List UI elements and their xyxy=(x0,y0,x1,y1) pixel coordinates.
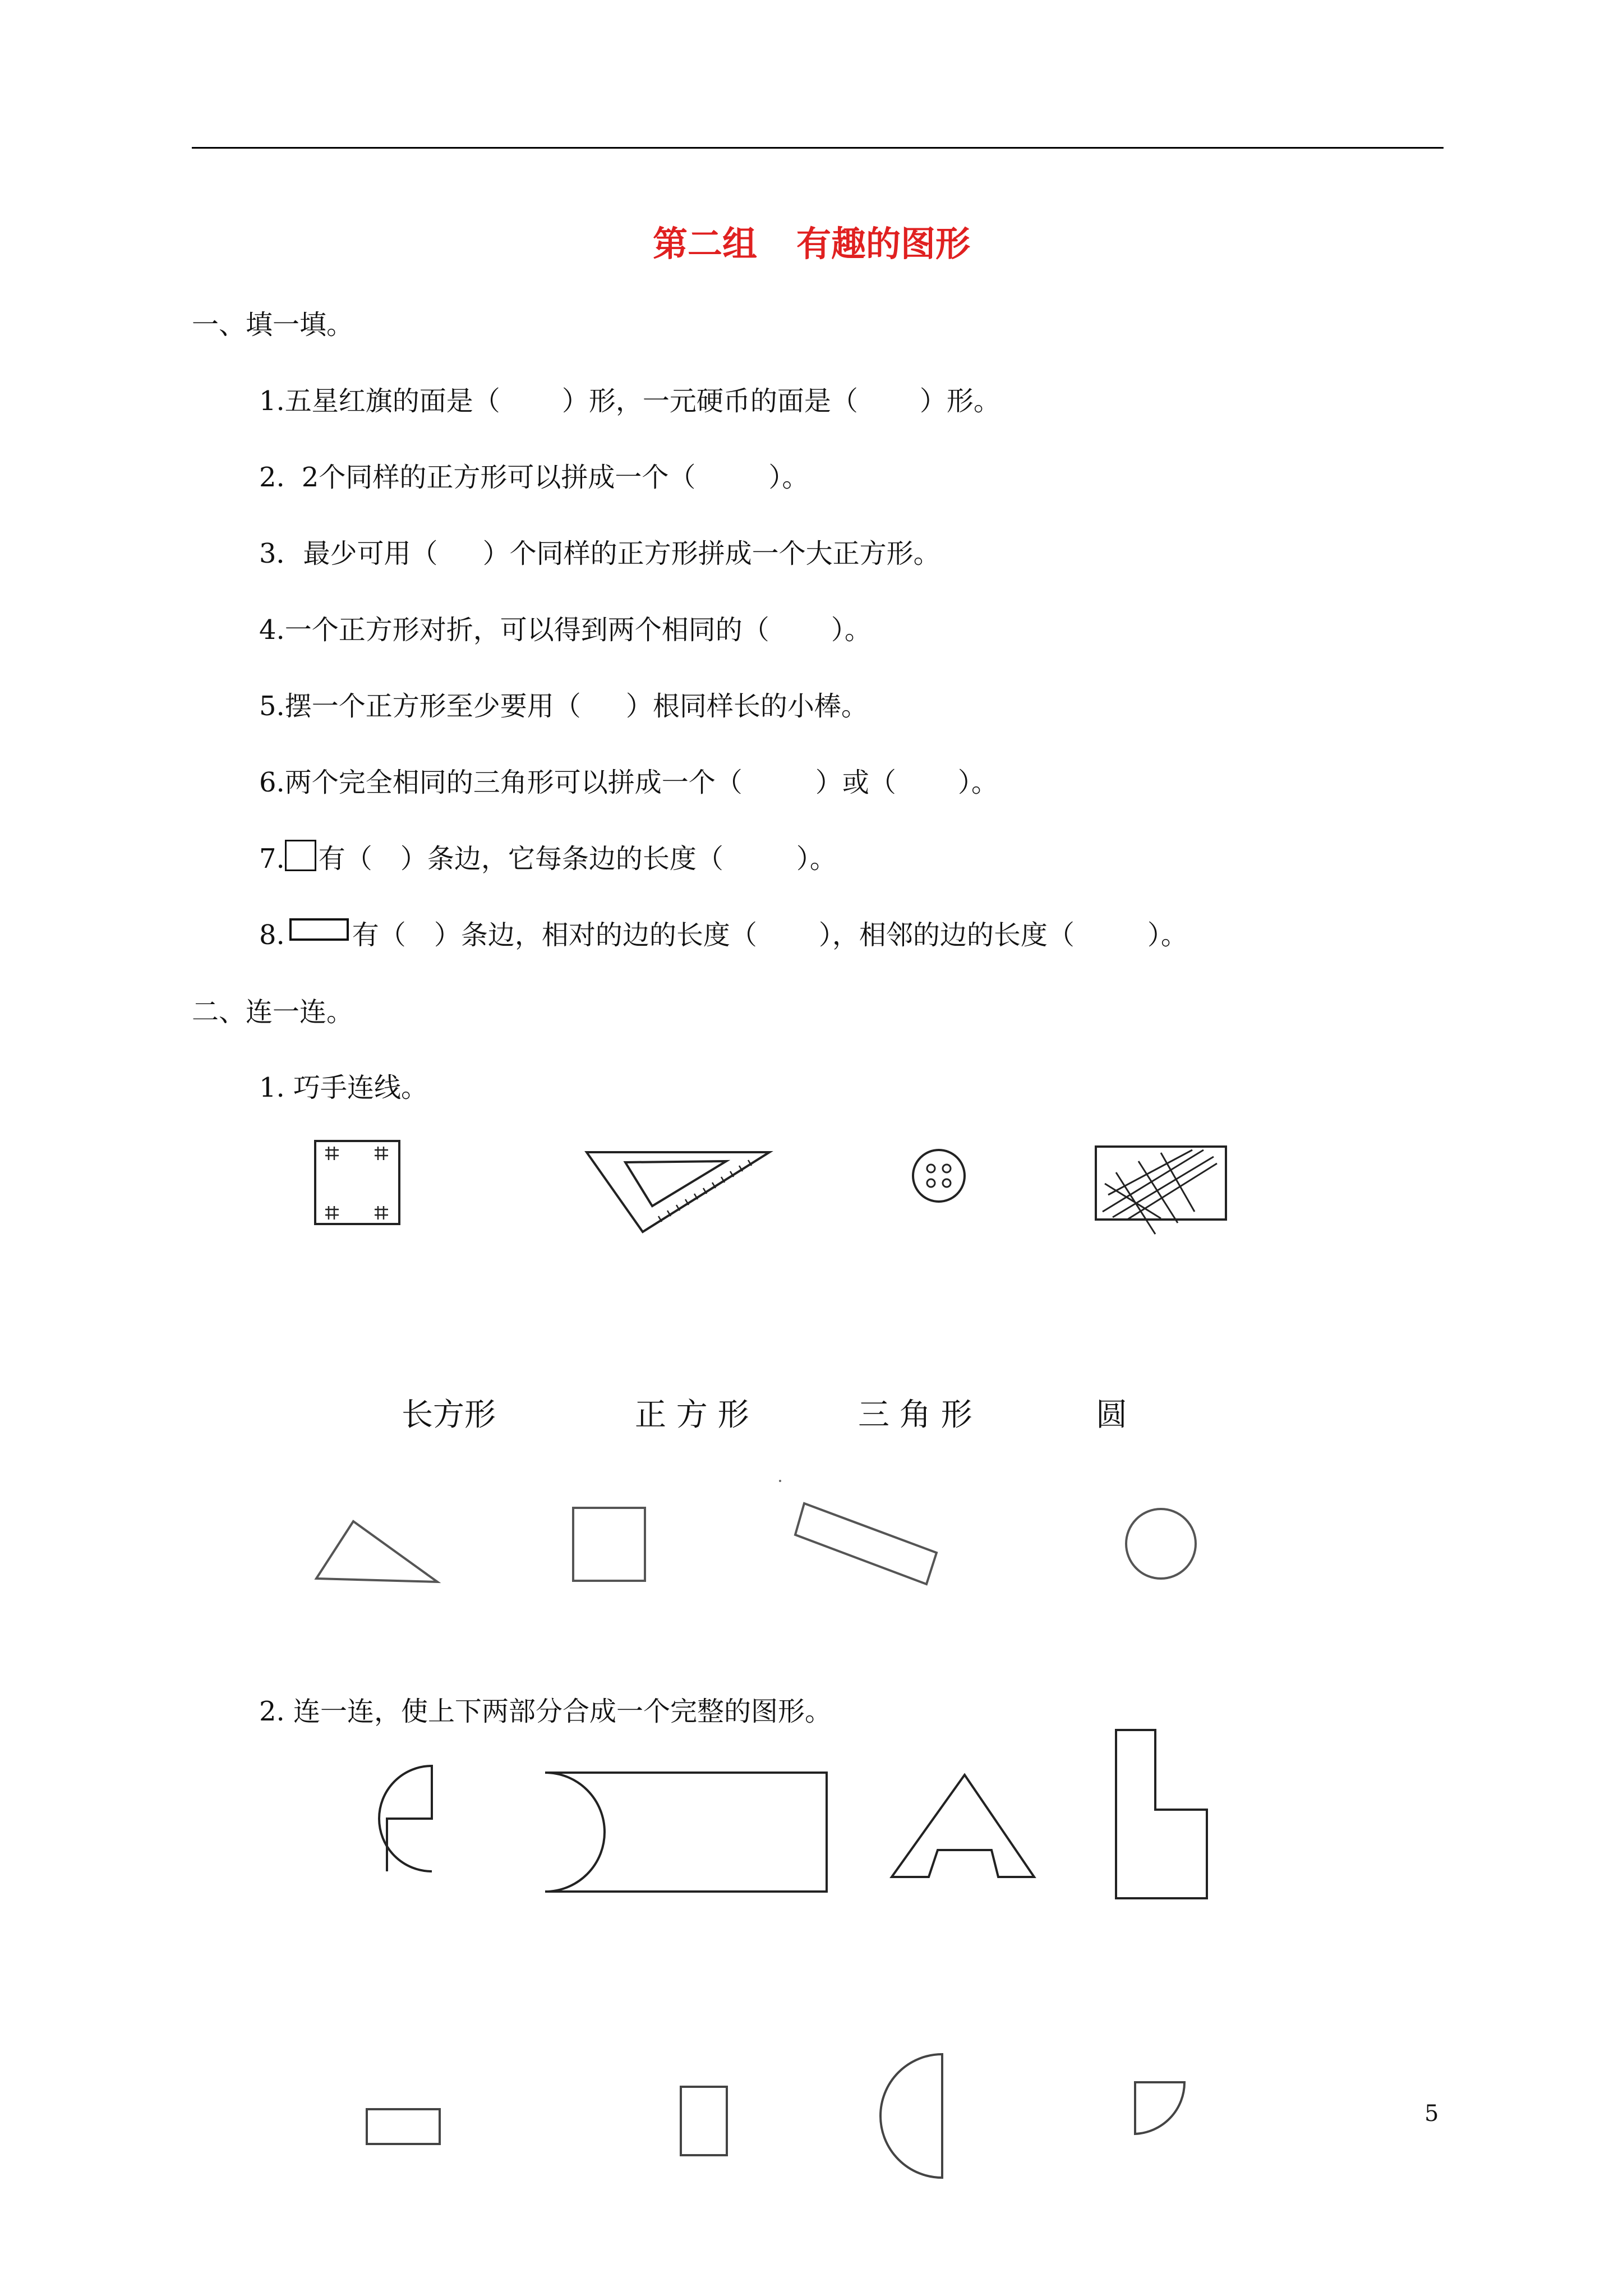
window-screen-picture[interactable] xyxy=(1096,1147,1226,1234)
question-5: 5.摆一个正方形至少要用（ ）根同样长的小棒。 xyxy=(259,691,868,722)
bottom-small-rectangle[interactable] xyxy=(367,2109,440,2144)
button-picture[interactable] xyxy=(913,1150,965,1202)
label-circle: 圆 xyxy=(1096,1397,1127,1433)
question-7: 7. 有（ ）条边，它每条边的长度（ ）。 xyxy=(259,837,837,876)
question-6: 6.两个完全相同的三角形可以拼成一个（ ）或（ ）。 xyxy=(259,767,998,798)
question-8: 8. 有（ ）条边，相对的边的长度（ ），相邻的边的长度（ ）。 xyxy=(259,919,1188,951)
section-2-heading: 二、连一连。 xyxy=(192,996,354,1028)
top-rectangle-with-concave-end[interactable] xyxy=(545,1773,827,1892)
stray-dot xyxy=(779,1480,781,1482)
section-1-heading: 一、填一填。 xyxy=(192,309,354,341)
label-square: 正 方 形 xyxy=(635,1397,749,1433)
circle-shape[interactable] xyxy=(1126,1509,1196,1579)
title-topic: 有趣的图形 xyxy=(796,223,971,264)
label-triangle: 三 角 形 xyxy=(858,1397,972,1433)
napkin-picture[interactable] xyxy=(315,1141,399,1224)
question-3: 3．最少可用（ ）个同样的正方形拼成一个大正方形。 xyxy=(259,538,940,569)
bottom-tall-rectangle[interactable] xyxy=(681,2087,727,2155)
set-square-picture[interactable] xyxy=(587,1152,769,1232)
question-1: 1.五星红旗的面是（ ）形，一元硬币的面是（ ）形。 xyxy=(259,385,1000,417)
label-rectangle: 长方形 xyxy=(402,1397,496,1433)
top-circle-missing-quarter[interactable] xyxy=(379,1766,432,1871)
question-4: 4.一个正方形对折，可以得到两个相同的（ ）。 xyxy=(259,614,872,646)
bottom-half-circle[interactable] xyxy=(880,2054,942,2178)
bottom-quarter-circle[interactable] xyxy=(1135,2082,1184,2134)
top-l-shape[interactable] xyxy=(1116,1730,1207,1898)
matching-2-title: 2. 连一连，使上下两部分合成一个完整的图形。 xyxy=(259,1696,832,1727)
tilted-rectangle-shape[interactable] xyxy=(795,1503,937,1584)
title-group: 第二组 xyxy=(652,223,757,264)
question-2: 2. 2个同样的正方形可以拼成一个（ ）。 xyxy=(259,462,809,493)
triangle-shape[interactable] xyxy=(316,1521,437,1582)
matching-1-title: 1. 巧手连线。 xyxy=(259,1072,428,1103)
top-triangle-with-notch[interactable] xyxy=(892,1775,1034,1877)
square-shape[interactable] xyxy=(573,1508,645,1581)
page-number: 5 xyxy=(1424,2101,1439,2127)
